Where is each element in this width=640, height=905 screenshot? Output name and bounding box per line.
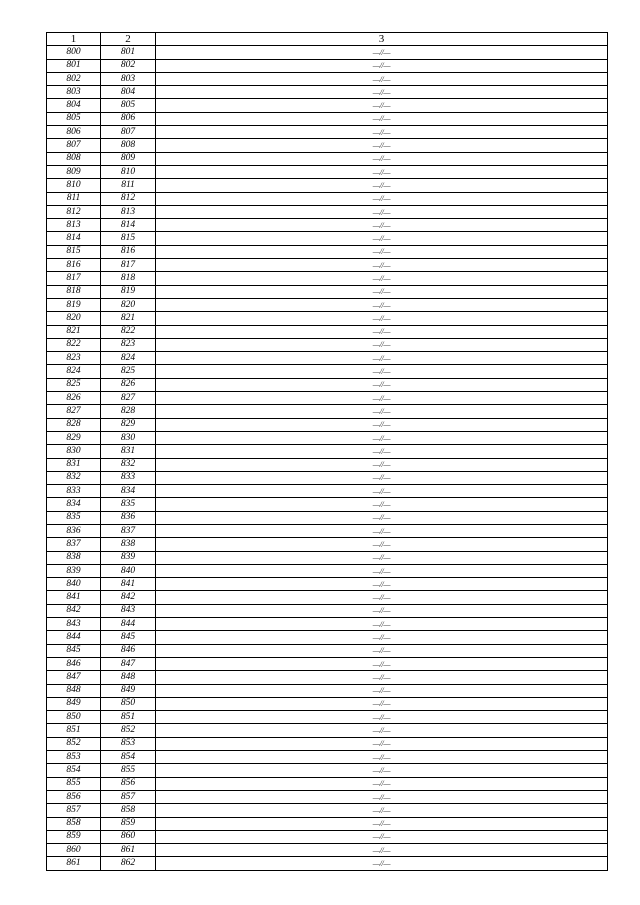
cell-number-to: 819 xyxy=(101,285,156,298)
cell-number-from: 800 xyxy=(47,46,101,59)
table-row xyxy=(47,445,608,458)
cell-number-from: 825 xyxy=(47,378,101,391)
cell-number-to: 811 xyxy=(101,179,156,192)
cell-number-to: 815 xyxy=(101,232,156,245)
cell-description: —//— xyxy=(156,697,608,710)
cell-description: —//— xyxy=(156,232,608,245)
cell-description: —//— xyxy=(156,312,608,325)
cell-number-to: 850 xyxy=(101,697,156,710)
cell-number-to: 848 xyxy=(101,671,156,684)
cell-description: —//— xyxy=(156,524,608,537)
cell-description: —//— xyxy=(156,631,608,644)
cell-number-from: 853 xyxy=(47,751,101,764)
cell-description: —//— xyxy=(156,259,608,272)
cell-number-to: 806 xyxy=(101,112,156,125)
table-row xyxy=(47,538,608,551)
cell-number-from: 835 xyxy=(47,511,101,524)
table-row xyxy=(47,378,608,391)
cell-number-to: 820 xyxy=(101,298,156,311)
cell-number-from: 859 xyxy=(47,830,101,843)
cell-number-to: 856 xyxy=(101,777,156,790)
table-row xyxy=(47,737,608,750)
cell-description: —//— xyxy=(156,365,608,378)
cell-number-to: 841 xyxy=(101,578,156,591)
cell-number-to: 807 xyxy=(101,126,156,139)
cell-description: —//— xyxy=(156,338,608,351)
cell-number-to: 814 xyxy=(101,219,156,232)
table-row xyxy=(47,165,608,178)
table-row xyxy=(47,671,608,684)
cell-number-to: 845 xyxy=(101,631,156,644)
column-header-3: 3 xyxy=(156,33,608,46)
cell-number-to: 855 xyxy=(101,764,156,777)
cell-description: —//— xyxy=(156,219,608,232)
cell-number-to: 817 xyxy=(101,259,156,272)
cell-number-to: 839 xyxy=(101,551,156,564)
cell-description: —//— xyxy=(156,511,608,524)
cell-number-to: 818 xyxy=(101,272,156,285)
table-row xyxy=(47,312,608,325)
table-row xyxy=(47,564,608,577)
cell-number-from: 819 xyxy=(47,298,101,311)
cell-number-to: 824 xyxy=(101,352,156,365)
cell-number-to: 827 xyxy=(101,392,156,405)
cell-number-to: 808 xyxy=(101,139,156,152)
table-row xyxy=(47,551,608,564)
table-row xyxy=(47,259,608,272)
cell-number-from: 809 xyxy=(47,165,101,178)
table-row xyxy=(47,152,608,165)
column-header-1: 1 xyxy=(47,33,101,46)
cell-number-to: 803 xyxy=(101,72,156,85)
cell-number-to: 844 xyxy=(101,618,156,631)
cell-number-from: 841 xyxy=(47,591,101,604)
table-row xyxy=(47,245,608,258)
table-row xyxy=(47,179,608,192)
cell-number-from: 832 xyxy=(47,471,101,484)
table-row xyxy=(47,431,608,444)
cell-number-to: 858 xyxy=(101,804,156,817)
cell-number-to: 853 xyxy=(101,737,156,750)
cell-description: —//— xyxy=(156,830,608,843)
document-page xyxy=(46,32,607,871)
cell-number-from: 856 xyxy=(47,790,101,803)
cell-number-to: 849 xyxy=(101,684,156,697)
cell-number-from: 814 xyxy=(47,232,101,245)
cell-description: —//— xyxy=(156,751,608,764)
table-row xyxy=(47,711,608,724)
cell-number-from: 845 xyxy=(47,644,101,657)
table-row xyxy=(47,285,608,298)
table-row xyxy=(47,352,608,365)
cell-description: —//— xyxy=(156,418,608,431)
table-row xyxy=(47,46,608,59)
table-row xyxy=(47,72,608,85)
table-row xyxy=(47,804,608,817)
cell-number-from: 822 xyxy=(47,338,101,351)
cell-number-to: 802 xyxy=(101,59,156,72)
cell-number-to: 822 xyxy=(101,325,156,338)
cell-description: —//— xyxy=(156,86,608,99)
table-row xyxy=(47,830,608,843)
table-row xyxy=(47,844,608,857)
cell-number-from: 848 xyxy=(47,684,101,697)
cell-number-from: 847 xyxy=(47,671,101,684)
cell-number-from: 842 xyxy=(47,604,101,617)
table-row xyxy=(47,524,608,537)
cell-number-from: 833 xyxy=(47,485,101,498)
cell-description: —//— xyxy=(156,139,608,152)
table-row xyxy=(47,405,608,418)
cell-number-from: 803 xyxy=(47,86,101,99)
cell-number-from: 840 xyxy=(47,578,101,591)
cell-description: —//— xyxy=(156,551,608,564)
cell-number-from: 855 xyxy=(47,777,101,790)
cell-description: —//— xyxy=(156,179,608,192)
cell-number-to: 833 xyxy=(101,471,156,484)
cell-description: —//— xyxy=(156,112,608,125)
cell-description: —//— xyxy=(156,405,608,418)
table-row xyxy=(47,485,608,498)
table-row xyxy=(47,857,608,870)
cell-number-to: 834 xyxy=(101,485,156,498)
cell-number-from: 823 xyxy=(47,352,101,365)
cell-description: —//— xyxy=(156,790,608,803)
cell-description: —//— xyxy=(156,272,608,285)
table-header xyxy=(47,33,608,46)
cell-number-from: 839 xyxy=(47,564,101,577)
table-row xyxy=(47,325,608,338)
table-row xyxy=(47,790,608,803)
cell-number-to: 861 xyxy=(101,844,156,857)
table-row xyxy=(47,777,608,790)
cell-number-to: 831 xyxy=(101,445,156,458)
cell-description: —//— xyxy=(156,591,608,604)
table-row xyxy=(47,205,608,218)
cell-description: —//— xyxy=(156,205,608,218)
table-row xyxy=(47,817,608,830)
cell-number-from: 861 xyxy=(47,857,101,870)
cell-number-to: 801 xyxy=(101,46,156,59)
cell-description: —//— xyxy=(156,671,608,684)
table-row xyxy=(47,471,608,484)
cell-number-to: 854 xyxy=(101,751,156,764)
table-row xyxy=(47,498,608,511)
cell-number-to: 804 xyxy=(101,86,156,99)
cell-number-from: 824 xyxy=(47,365,101,378)
cell-description: —//— xyxy=(156,578,608,591)
cell-number-to: 829 xyxy=(101,418,156,431)
table-row xyxy=(47,59,608,72)
cell-number-from: 843 xyxy=(47,618,101,631)
cell-number-to: 821 xyxy=(101,312,156,325)
cell-number-to: 857 xyxy=(101,790,156,803)
table-row xyxy=(47,139,608,152)
cell-description: —//— xyxy=(156,285,608,298)
cell-number-from: 836 xyxy=(47,524,101,537)
cell-description: —//— xyxy=(156,59,608,72)
cell-description: —//— xyxy=(156,431,608,444)
cell-number-to: 851 xyxy=(101,711,156,724)
cell-description: —//— xyxy=(156,764,608,777)
table-row xyxy=(47,511,608,524)
cell-number-from: 808 xyxy=(47,152,101,165)
cell-number-from: 812 xyxy=(47,205,101,218)
cell-number-from: 858 xyxy=(47,817,101,830)
cell-number-from: 831 xyxy=(47,458,101,471)
cell-number-to: 835 xyxy=(101,498,156,511)
cell-number-from: 813 xyxy=(47,219,101,232)
table-body xyxy=(47,46,608,870)
cell-number-to: 828 xyxy=(101,405,156,418)
cell-description: —//— xyxy=(156,684,608,697)
cell-number-to: 862 xyxy=(101,857,156,870)
cell-description: —//— xyxy=(156,644,608,657)
cell-number-to: 826 xyxy=(101,378,156,391)
cell-number-from: 807 xyxy=(47,139,101,152)
table-row xyxy=(47,112,608,125)
cell-number-to: 840 xyxy=(101,564,156,577)
cell-number-from: 830 xyxy=(47,445,101,458)
cell-number-to: 809 xyxy=(101,152,156,165)
cell-number-to: 837 xyxy=(101,524,156,537)
cell-description: —//— xyxy=(156,298,608,311)
cell-description: —//— xyxy=(156,724,608,737)
cell-number-to: 843 xyxy=(101,604,156,617)
table-row xyxy=(47,232,608,245)
cell-description: —//— xyxy=(156,538,608,551)
table-row xyxy=(47,86,608,99)
cell-number-from: 815 xyxy=(47,245,101,258)
numbering-table xyxy=(46,32,608,871)
table-row xyxy=(47,724,608,737)
cell-number-to: 823 xyxy=(101,338,156,351)
cell-number-from: 820 xyxy=(47,312,101,325)
cell-number-to: 836 xyxy=(101,511,156,524)
cell-number-from: 801 xyxy=(47,59,101,72)
cell-number-to: 846 xyxy=(101,644,156,657)
cell-number-from: 838 xyxy=(47,551,101,564)
cell-number-from: 851 xyxy=(47,724,101,737)
cell-number-from: 854 xyxy=(47,764,101,777)
cell-description: —//— xyxy=(156,498,608,511)
cell-number-to: 825 xyxy=(101,365,156,378)
cell-description: —//— xyxy=(156,46,608,59)
table-row xyxy=(47,418,608,431)
cell-number-from: 846 xyxy=(47,657,101,670)
cell-number-from: 806 xyxy=(47,126,101,139)
cell-description: —//— xyxy=(156,392,608,405)
cell-number-to: 859 xyxy=(101,817,156,830)
table-row xyxy=(47,578,608,591)
table-row xyxy=(47,657,608,670)
cell-number-to: 813 xyxy=(101,205,156,218)
cell-number-to: 810 xyxy=(101,165,156,178)
table-row xyxy=(47,764,608,777)
cell-number-to: 852 xyxy=(101,724,156,737)
cell-number-to: 830 xyxy=(101,431,156,444)
cell-number-from: 816 xyxy=(47,259,101,272)
cell-description: —//— xyxy=(156,844,608,857)
cell-description: —//— xyxy=(156,458,608,471)
cell-number-to: 832 xyxy=(101,458,156,471)
table-row xyxy=(47,751,608,764)
cell-number-from: 849 xyxy=(47,697,101,710)
cell-description: —//— xyxy=(156,804,608,817)
table-row xyxy=(47,365,608,378)
cell-description: —//— xyxy=(156,657,608,670)
cell-description: —//— xyxy=(156,471,608,484)
cell-number-to: 847 xyxy=(101,657,156,670)
cell-description: —//— xyxy=(156,604,608,617)
cell-description: —//— xyxy=(156,618,608,631)
table-row xyxy=(47,219,608,232)
cell-description: —//— xyxy=(156,564,608,577)
cell-description: —//— xyxy=(156,192,608,205)
cell-description: —//— xyxy=(156,152,608,165)
cell-number-from: 821 xyxy=(47,325,101,338)
table-row xyxy=(47,631,608,644)
column-header-2: 2 xyxy=(101,33,156,46)
cell-number-from: 837 xyxy=(47,538,101,551)
cell-description: —//— xyxy=(156,711,608,724)
cell-number-from: 811 xyxy=(47,192,101,205)
cell-number-from: 817 xyxy=(47,272,101,285)
header-row xyxy=(47,33,608,46)
table-row xyxy=(47,126,608,139)
table-row xyxy=(47,272,608,285)
cell-number-from: 850 xyxy=(47,711,101,724)
cell-description: —//— xyxy=(156,485,608,498)
cell-number-from: 826 xyxy=(47,392,101,405)
cell-number-from: 852 xyxy=(47,737,101,750)
table-row xyxy=(47,684,608,697)
cell-number-from: 802 xyxy=(47,72,101,85)
table-row xyxy=(47,618,608,631)
cell-description: —//— xyxy=(156,165,608,178)
cell-description: —//— xyxy=(156,99,608,112)
cell-number-from: 827 xyxy=(47,405,101,418)
cell-number-from: 805 xyxy=(47,112,101,125)
cell-description: —//— xyxy=(156,245,608,258)
cell-number-from: 834 xyxy=(47,498,101,511)
cell-description: —//— xyxy=(156,857,608,870)
table-row xyxy=(47,604,608,617)
cell-number-from: 818 xyxy=(47,285,101,298)
table-row xyxy=(47,591,608,604)
cell-description: —//— xyxy=(156,777,608,790)
cell-number-to: 860 xyxy=(101,830,156,843)
cell-number-from: 810 xyxy=(47,179,101,192)
cell-number-from: 860 xyxy=(47,844,101,857)
cell-description: —//— xyxy=(156,445,608,458)
cell-number-to: 842 xyxy=(101,591,156,604)
cell-description: —//— xyxy=(156,126,608,139)
table-row xyxy=(47,392,608,405)
cell-description: —//— xyxy=(156,72,608,85)
cell-number-from: 844 xyxy=(47,631,101,644)
table-row xyxy=(47,458,608,471)
cell-number-to: 838 xyxy=(101,538,156,551)
table-row xyxy=(47,99,608,112)
cell-number-to: 816 xyxy=(101,245,156,258)
cell-number-to: 805 xyxy=(101,99,156,112)
cell-description: —//— xyxy=(156,352,608,365)
cell-number-to: 812 xyxy=(101,192,156,205)
table-row xyxy=(47,338,608,351)
cell-description: —//— xyxy=(156,378,608,391)
cell-description: —//— xyxy=(156,737,608,750)
cell-number-from: 857 xyxy=(47,804,101,817)
cell-description: —//— xyxy=(156,817,608,830)
cell-number-from: 804 xyxy=(47,99,101,112)
table-row xyxy=(47,298,608,311)
table-row xyxy=(47,192,608,205)
cell-number-from: 829 xyxy=(47,431,101,444)
table-row xyxy=(47,644,608,657)
cell-description: —//— xyxy=(156,325,608,338)
cell-number-from: 828 xyxy=(47,418,101,431)
table-row xyxy=(47,697,608,710)
